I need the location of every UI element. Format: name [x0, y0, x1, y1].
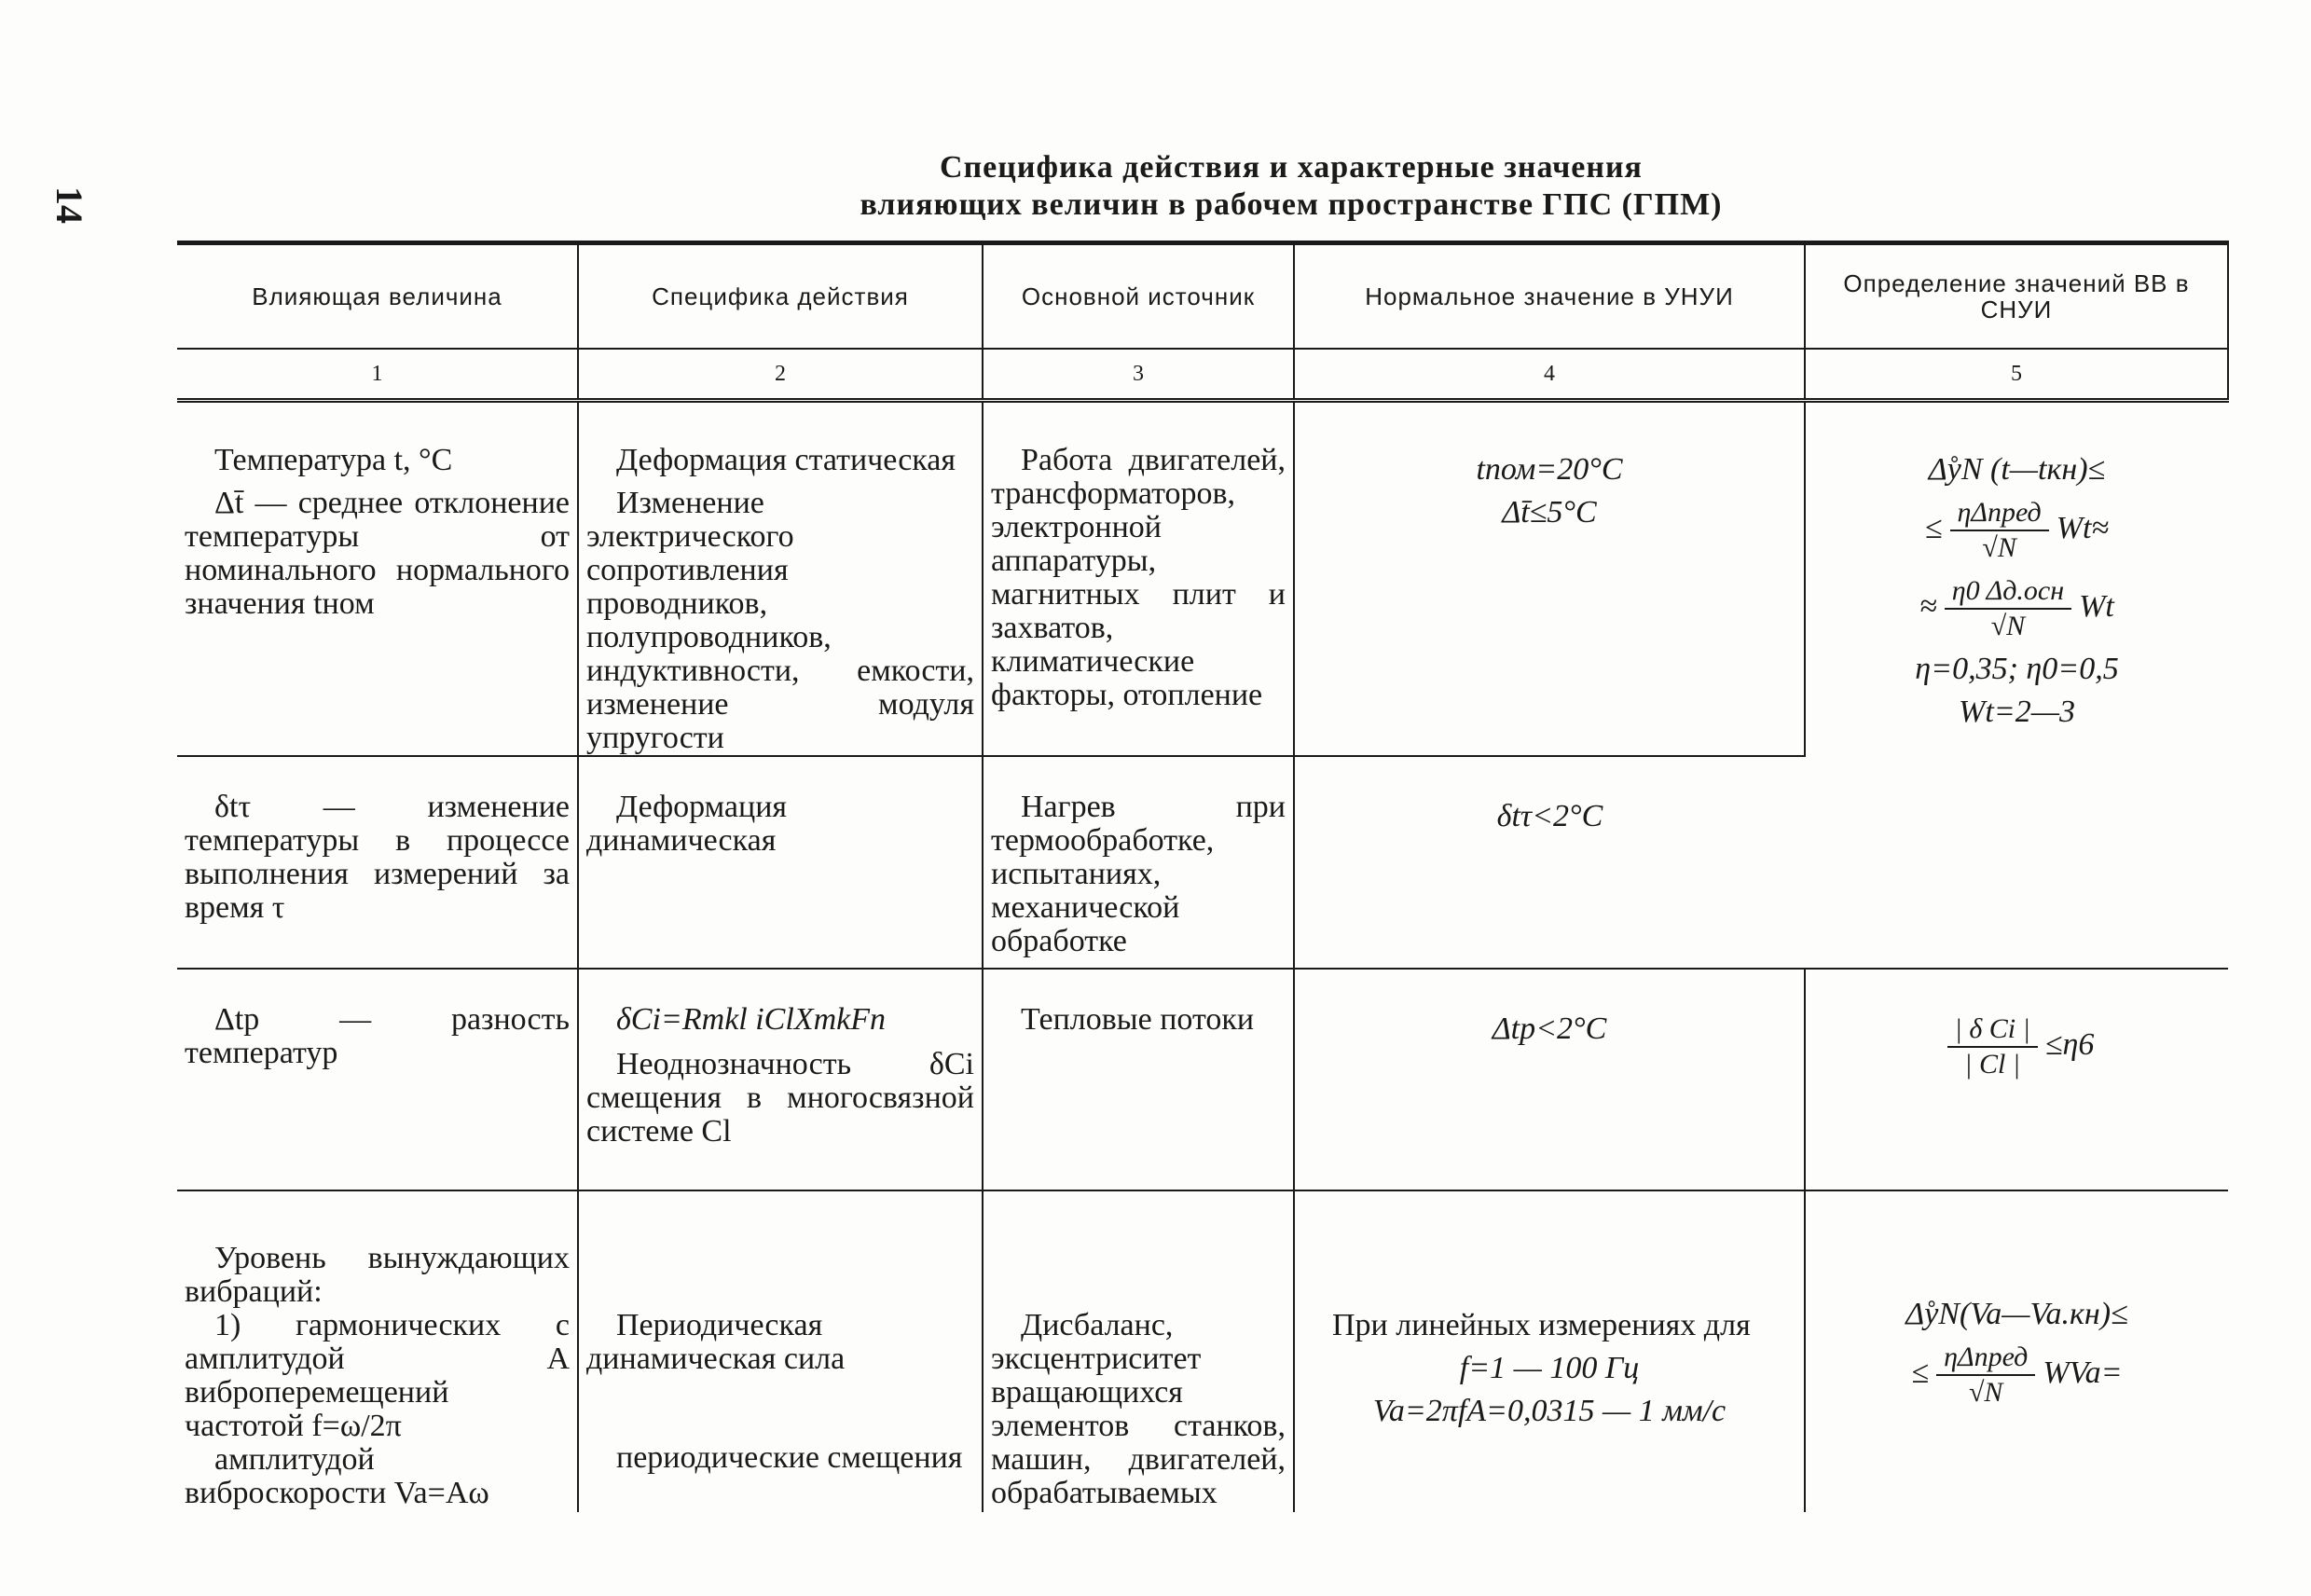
cell-source: Нагрев при термообработке, испытаниях, механической обработке [983, 756, 1294, 969]
cell-specifics: Деформация динамическая [578, 756, 983, 969]
cell-influence: Уровень вынуждающих вибраций: 1) гармонических с амплитудой A виброперемещений частотой f=ω/2π амплитудой виброскорости Va=Aω [177, 1190, 578, 1512]
header-cell: Основной источник [983, 243, 1294, 350]
cell-influence: δtτ — изменение температуры в процессе выполнения измерений за время τ [177, 756, 578, 969]
cell-source: Тепловые потоки [983, 969, 1294, 1190]
cell-normal-value: δtτ<2°С [1496, 799, 1603, 833]
cell-normal-value: tпом=20°С Δt̄≤5°С [1294, 401, 1805, 757]
fraction: $\frac{\text{ηΔпред}}{√N}$ [1936, 1341, 2035, 1410]
fraction: $\frac{\text{ηΔпред}}{√N}$ [1950, 496, 2049, 565]
cell-influence: Температура t, °С Δt̄ — среднее отклонение температуры от номинального нормального значения tном [177, 401, 578, 757]
header-cell: Влияющая величина [177, 243, 578, 350]
cell-influence: Δtр — разность температур [177, 969, 578, 1190]
header-cell: Специфика действия [578, 243, 983, 350]
cell-determination: $\frac{\text{| δ Ci |}}{| Cl |}$ ≤η6 [1805, 969, 2228, 1190]
table-row [177, 969, 2228, 1190]
influence-table [177, 241, 2229, 1512]
title-line-1: Специфика действия и характерные значения [940, 150, 1643, 185]
cell-determination: Δ̊yN (t—tкн)≤ ≤ $\frac{\text{ηΔпред}}{√N}$ Wt≈ ≈ $\frac{\text{η0 Δд.осн}}{√N}$ Wt η=0,35; η0=0,5 Wt=2—3 [1915, 452, 2119, 729]
header-cell: Определение значений ВВ в СНУИ [1805, 243, 2228, 350]
column-number: 5 [1805, 349, 2228, 401]
title-line-2: влияющих величин в рабочем пространстве ГПС (ГПМ) [860, 187, 1723, 222]
table-row [177, 1190, 2228, 1512]
column-number: 3 [983, 349, 1294, 401]
header-cell: Нормальное значение в УНУИ [1294, 243, 1805, 350]
cell-specifics: δCi=Rmkl iClXmkFn Неоднозначность δCi смещения в многосвязной системе Cl [578, 969, 983, 1190]
cell-specifics: Деформация статическая Изменение электрического сопротивления проводников, полупроводников, индуктивности, емкости, изменение модуля упругости [578, 401, 983, 757]
cell-normal-value: Δtр<2°С [1294, 969, 1805, 1190]
cell-source: Дисбаланс, эксцентриситет вращающихся элементов станков, машин, двигателей, обрабатываемых [983, 1190, 1294, 1512]
cell-specifics: Периодическая динамическая сила периодические смещения [578, 1190, 983, 1512]
cell-normal-value: При линейных измерениях для f=1 — 100 Гц Va=2πfA=0,0315 — 1 мм/с [1294, 1190, 1805, 1512]
fraction: $\frac{\text{η0 Δд.осн}}{√N}$ [1945, 574, 2071, 643]
column-number: 4 [1294, 349, 1805, 401]
page-number: 14 [48, 186, 90, 224]
cell-source: Работа двигателей, трансформаторов, электронной аппаратуры, магнитных плит и захватов, климатические факторы, отопление [983, 401, 1294, 757]
column-number: 1 [177, 349, 578, 401]
fraction: $\frac{\text{| δ Ci |}}{| Cl |}$ [1947, 1012, 2038, 1081]
column-number: 2 [578, 349, 983, 401]
cell-determination: Δ̊yN(Va—Va.кн)≤ ≤ $\frac{\text{ηΔпред}}{√N}$ WVa= [1805, 1190, 2228, 1512]
table-row [177, 401, 2228, 757]
page-title [653, 149, 1930, 224]
